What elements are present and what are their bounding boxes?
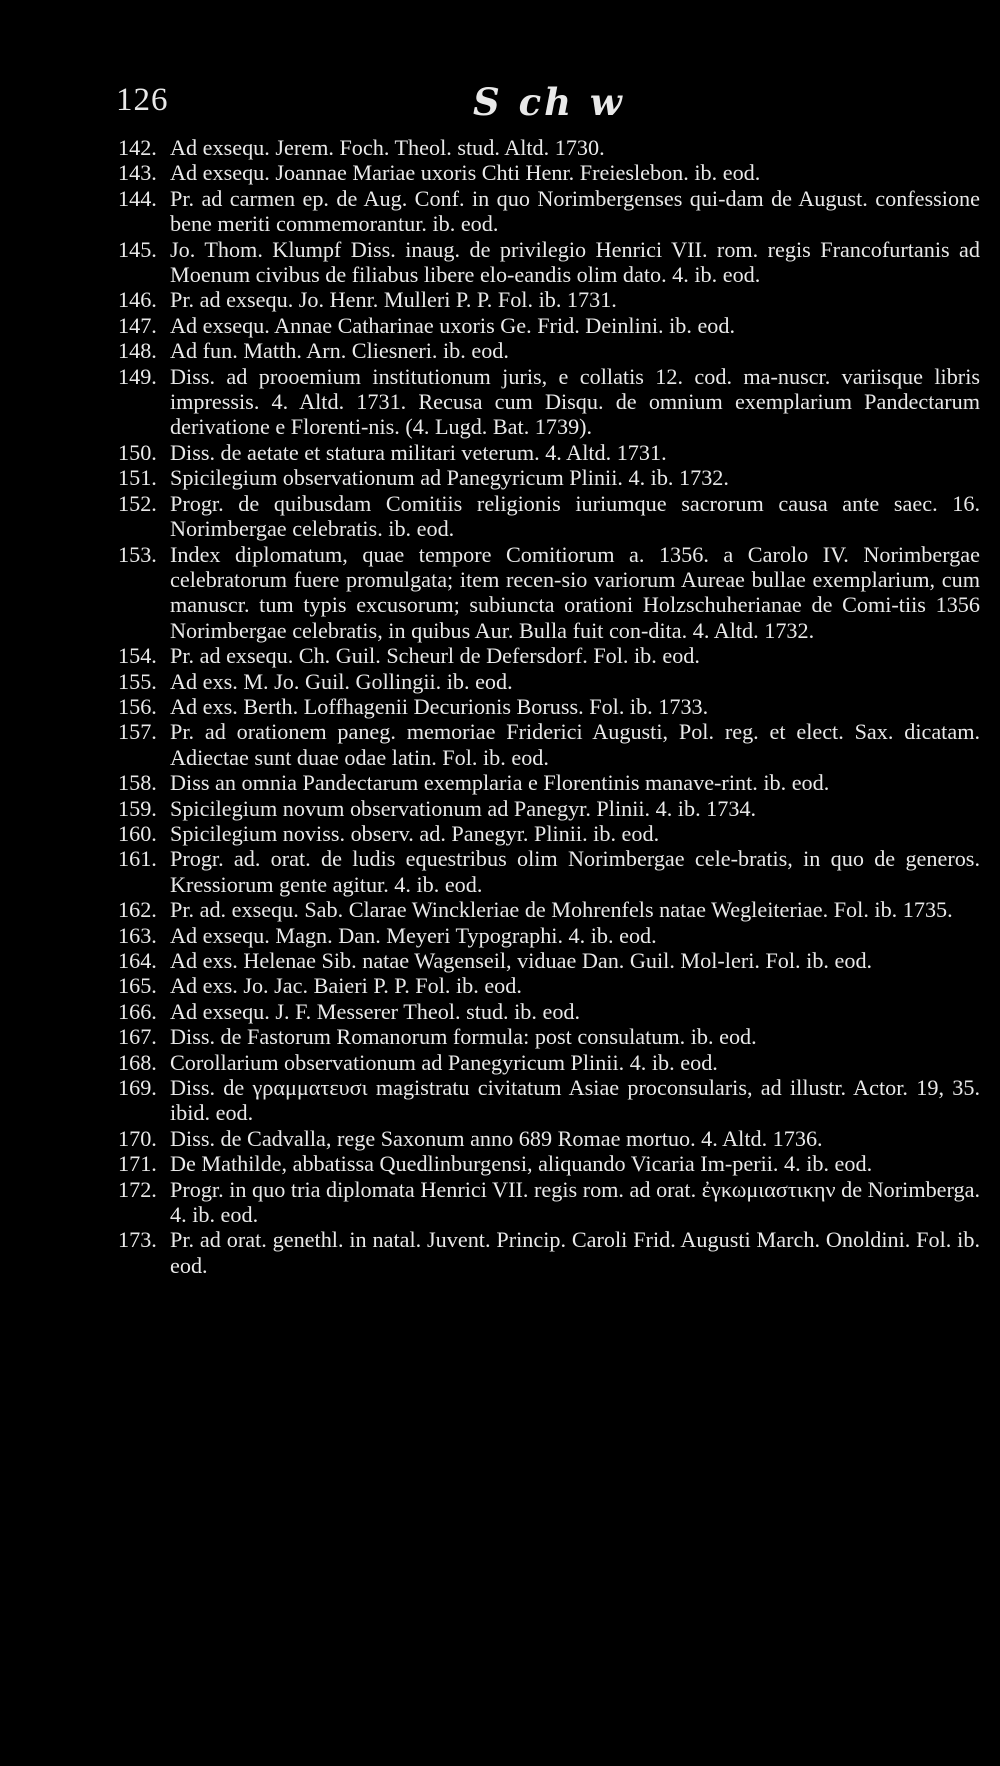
entry-number: 172.	[118, 1176, 157, 1202]
list-item	[118, 846, 980, 897]
entry-text: Ad exsequ. Magn. Dan. Meyeri Typographi. 4. ib. eod.	[170, 922, 657, 948]
entry-text: Ad exsequ. Joannae Mariae uxoris Chti Henr. Freieslebon. ib. eod.	[170, 160, 761, 186]
entry-text: Pr. ad orationem paneg. memoriae Friderici Augusti, Pol. reg. et elect. Sax. dicatam. Adiectae sunt duae odae latin. Fol. ib. eod.	[170, 719, 980, 770]
entry-number: 170.	[118, 1125, 157, 1151]
entry-number: 159.	[118, 795, 157, 821]
entry-text: Corollarium observationum ad Panegyricum Plinii. 4. ib. eod.	[170, 1049, 718, 1075]
entry-number: 155.	[118, 668, 157, 694]
entry-text: Progr. de quibusdam Comitiis religionis iuriumque sacrorum causa ante saec. 16. Norimbergae celebratis. ib. eod.	[170, 490, 980, 542]
list-item	[118, 719, 980, 770]
list-item	[118, 973, 980, 998]
list-item	[118, 1075, 980, 1126]
list-item	[118, 1024, 980, 1049]
list-item	[118, 923, 980, 948]
entry-number: 158.	[118, 770, 157, 796]
entry-number: 142.	[118, 135, 157, 160]
entry-text: Diss. de γραμματευσι magistratu civitatum Asiae proconsularis, ad illustr. Actor. 19, 35. ibid. eod.	[170, 1075, 980, 1126]
page-header	[116, 78, 976, 128]
entry-number: 147.	[118, 312, 157, 338]
entry-number: 152.	[118, 490, 157, 516]
list-item	[118, 1050, 980, 1075]
entry-number: 143.	[118, 160, 157, 186]
entry-text: Ad fun. Matth. Arn. Cliesneri. ib. eod.	[170, 338, 509, 364]
list-item	[118, 160, 980, 185]
running-head: S ch w	[473, 80, 625, 124]
list-item	[118, 237, 980, 288]
entry-text: Ad exs. M. Jo. Guil. Gollingii. ib. eod.	[170, 668, 513, 694]
list-item	[118, 338, 980, 363]
list-item	[118, 999, 980, 1024]
entry-number: 144.	[118, 185, 157, 211]
list-item	[118, 465, 980, 490]
entry-number: 149.	[118, 363, 157, 389]
entry-text: Pr. ad carmen ep. de Aug. Conf. in quo Norimbergenses qui-dam de August. confessione bene meriti commemorantur. ib. eod.	[170, 185, 980, 237]
list-item	[118, 1126, 980, 1151]
entry-number: 146.	[118, 287, 157, 313]
entry-number: 168.	[118, 1049, 157, 1075]
list-item	[118, 796, 980, 821]
entry-text: Ad exs. Helenae Sib. natae Wagenseil, viduae Dan. Guil. Mol-leri. Fol. ib. eod.	[170, 948, 873, 973]
list-item	[118, 821, 980, 846]
entry-text: Diss. de Fastorum Romanorum formula: post consulatum. ib. eod.	[170, 1024, 757, 1050]
list-item	[118, 491, 980, 542]
list-item	[118, 1227, 980, 1278]
entry-text: Pr. ad exsequ. Ch. Guil. Scheurl de Defersdorf. Fol. ib. eod.	[170, 643, 700, 669]
entry-text: Jo. Thom. Klumpf Diss. inaug. de privilegio Henrici VII. rom. regis Francofurtanis ad Moenum civibus de filiabus libere elo-eandis olim dato. 4. ib. eod.	[170, 236, 980, 288]
entry-text: Diss an omnia Pandectarum exemplaria e Florentinis manave-rint. ib. eod.	[170, 770, 830, 796]
entry-text: Ad exsequ. J. F. Messerer Theol. stud. ib. eod.	[170, 998, 581, 1024]
entry-text: Spicilegium observationum ad Panegyricum Plinii. 4. ib. 1732.	[170, 465, 729, 491]
list-item	[118, 948, 980, 973]
list-item	[118, 135, 980, 160]
list-item	[118, 313, 980, 338]
entry-number: 153.	[118, 541, 157, 567]
list-item	[118, 669, 980, 694]
list-item	[118, 694, 980, 719]
entry-text: Ad exsequ. Jerem. Foch. Theol. stud. Altd. 1730.	[170, 135, 605, 160]
list-item	[118, 897, 980, 922]
entry-text: Ad exs. Jo. Jac. Baieri P. P. Fol. ib. eod.	[170, 973, 522, 999]
entry-text: Pr. ad. exsequ. Sab. Clarae Winckleriae de Mohrenfels natae Wegleiteriae. Fol. ib. 1735.	[170, 897, 953, 923]
entry-number: 160.	[118, 820, 157, 846]
bibliography-list	[118, 135, 980, 1278]
list-item	[118, 186, 980, 237]
entry-text: Spicilegium novum observationum ad Panegyr. Plinii. 4. ib. 1734.	[170, 795, 757, 821]
list-item	[118, 1151, 980, 1176]
list-item	[118, 364, 980, 440]
entry-text: De Mathilde, abbatissa Quedlinburgensi, aliquando Vicaria Im-perii. 4. ib. eod.	[170, 1151, 873, 1177]
entry-text: Ad exsequ. Annae Catharinae uxoris Ge. Frid. Deinlini. ib. eod.	[170, 312, 736, 338]
entry-text: Diss. de aetate et statura militari veterum. 4. Altd. 1731.	[170, 439, 667, 465]
list-item	[118, 542, 980, 644]
list-item	[118, 287, 980, 312]
entry-number: 156.	[118, 693, 157, 719]
entry-number: 148.	[118, 338, 157, 364]
entry-number: 171.	[118, 1151, 157, 1177]
entry-number: 165.	[118, 973, 157, 999]
list-item	[118, 1177, 980, 1228]
entry-number: 154.	[118, 643, 157, 669]
entry-text: Pr. ad orat. genethl. in natal. Juvent. Princip. Caroli Frid. Augusti March. Onoldini. Fol. ib. eod.	[170, 1227, 980, 1278]
entry-number: 162.	[118, 897, 157, 923]
entry-number: 163.	[118, 922, 157, 948]
entry-number: 151.	[118, 465, 157, 491]
list-item	[118, 440, 980, 465]
entry-text: Diss. de Cadvalla, rege Saxonum anno 689 Romae mortuo. 4. Altd. 1736.	[170, 1125, 823, 1151]
entry-number: 167.	[118, 1024, 157, 1050]
entry-number: 161.	[118, 846, 157, 872]
entry-number: 145.	[118, 236, 157, 262]
entry-text: Diss. ad prooemium institutionum juris, e collatis 12. cod. ma-nuscr. variisque libris impressis. 4. Altd. 1731. Recusa cum Disqu. de omnium exemplarium Pandectarum derivatione e Florenti-nis. (4. Lugd. Bat. 1739).	[170, 363, 980, 440]
list-item	[118, 770, 980, 795]
entry-text: Index diplomatum, quae tempore Comitiorum a. 1356. a Carolo IV. Norimbergae celebratorum fuere promulgata; item recen-sio variorum Aureae bullae exemplarium, cum manuscr. tum typis excusorum; subiuncta orationi Holzschuherianae de Comi-tiis 1356 Norimbergae celebratis, in quibus Aur. Bulla fuit con-dita. 4. Altd. 1732.	[170, 541, 980, 643]
entry-text: Progr. in quo tria diplomata Henrici VII. regis rom. ad orat. ἐγκωμιαστικην de Norimberga. 4. ib. eod.	[170, 1176, 980, 1228]
page-number: 126	[116, 82, 169, 118]
entry-number: 166.	[118, 998, 157, 1024]
entry-number: 169.	[118, 1075, 157, 1101]
entry-text: Pr. ad exsequ. Jo. Henr. Mulleri P. P. Fol. ib. 1731.	[170, 287, 617, 313]
entry-number: 150.	[118, 439, 157, 465]
entry-text: Spicilegium noviss. observ. ad. Panegyr. Plinii. ib. eod.	[170, 820, 660, 846]
entry-number: 164.	[118, 948, 157, 973]
entry-number: 173.	[118, 1227, 157, 1253]
entry-text: Progr. ad. orat. de ludis equestribus olim Norimbergae cele-bratis, in quo de generos. Kressiorum gente agitur. 4. ib. eod.	[170, 846, 980, 897]
entry-number: 157.	[118, 719, 157, 745]
entry-text: Ad exs. Berth. Loffhagenii Decurionis Boruss. Fol. ib. 1733.	[170, 693, 709, 719]
list-item	[118, 643, 980, 668]
